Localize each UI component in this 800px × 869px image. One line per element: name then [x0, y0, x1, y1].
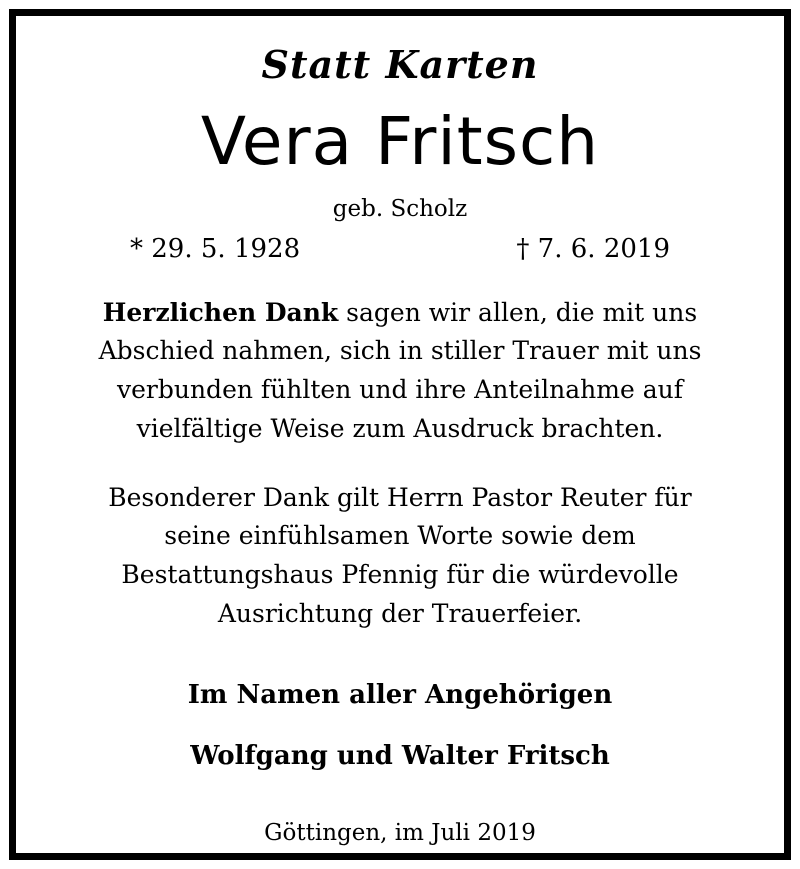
closing-block [188, 676, 612, 776]
special-thanks-paragraph: Besonderer Dank gilt Herrn Pastor Reuter für seine einfühlsamen Worte sowie dem Bestattungshaus Pfennig für die würdevolle Ausrichtung der Trauerfeier. [108, 482, 692, 628]
thanks-paragraph [80, 294, 720, 449]
thanks-rest: sagen wir allen, die mit uns Abschied nahmen, sich in stiller Trauer mit uns verbunden fühlten und ihre Anteilnahme auf vielfältige Weise zum Ausdruck brachten. [98, 297, 702, 443]
life-dates [130, 234, 670, 264]
closing-line: Im Namen aller Angehörigen [187, 679, 613, 710]
black-border-frame [9, 9, 791, 860]
death-date: † 7. 6. 2019 [516, 233, 670, 264]
place-and-date: Göttingen, im Juli 2019 [264, 819, 536, 846]
birth-date: * 29. 5. 1928 [130, 233, 301, 264]
statt-karten-heading: Statt Karten [261, 42, 539, 87]
signers: Wolfgang und Walter Fritsch [190, 740, 610, 771]
maiden-name: geb. Scholz [332, 195, 468, 222]
thanks-lead: Herzlichen Dank [102, 297, 339, 327]
deceased-name: Vera Fritsch [200, 102, 600, 180]
